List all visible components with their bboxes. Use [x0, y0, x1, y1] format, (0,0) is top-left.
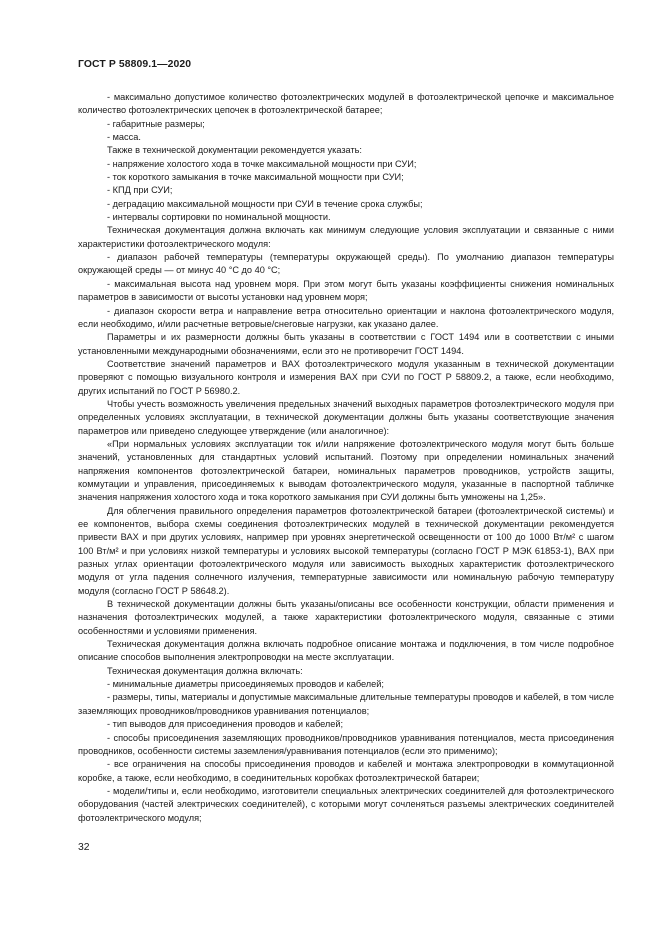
paragraph: - диапазон скорости ветра и направление ветра относительно ориентации и наклона фотоэлектрического модуля, если необходимо, и/или расчетные ветровые/снеговые нагрузки, как указано далее.: [78, 305, 614, 329]
paragraph: - деградацию максимальной мощности при СУИ в течение срока службы;: [107, 198, 423, 209]
paragraph: - габаритные размеры;: [107, 118, 205, 129]
paragraph: - КПД при СУИ;: [107, 185, 173, 196]
paragraph: Техническая документация должна включать как минимум следующие условия эксплуатации и связанные с ними характеристики фотоэлектрического модуля:: [78, 225, 614, 249]
paragraph: - модели/типы и, если необходимо, изготовители специальных электрических соединителей для фотоэлектрического оборудования (частей электрических соединителей), с которыми могут сочленяться разъемы электрических соединителей фотоэлектрического модуля;: [78, 785, 614, 823]
paragraph: - минимальные диаметры присоединяемых проводов и кабелей;: [107, 679, 384, 690]
paragraph: - интервалы сортировки по номинальной мощности.: [107, 212, 331, 223]
paragraph: - диапазон рабочей температуры (температуры окружающей среды). По умолчанию диапазон температуры окружающей среды — от минус 40 °С до 40 °С;: [78, 252, 614, 276]
paragraph: - напряжение холостого хода в точке максимальной мощности при СУИ;: [107, 158, 417, 169]
paragraph: - размеры, типы, материалы и допустимые максимальные длительные температуры проводов и кабелей, в том числе заземляющих проводников/проводников уравнивания потенциалов;: [78, 692, 614, 716]
paragraph: - масса.: [107, 132, 141, 143]
paragraph: - все ограничения на способы присоединения проводов и кабелей и монтажа электропроводки в коммутационной коробке, а также, если необходимо, в соединительных коробках фотоэлектрической батареи;: [78, 759, 614, 783]
paragraph: Техническая документация должна включать подробное описание монтажа и подключения, в том числе подробное описание способов выполнения электропроводки на месте эксплуатации.: [78, 639, 614, 663]
document-body: [78, 91, 614, 825]
paragraph: - ток короткого замыкания в точке максимальной мощности при СУИ;: [107, 172, 404, 183]
paragraph: - тип выводов для присоединения проводов и кабелей;: [107, 719, 344, 730]
paragraph: - максимально допустимое количество фотоэлектрических модулей в фотоэлектрической цепочке и максимальное количество фотоэлектрических цепочек в фотоэлектрической батарее;: [78, 92, 614, 116]
paragraph: «При нормальных условиях эксплуатации ток и/или напряжение фотоэлектрического модуля могут быть больше значений, установленных для стандартных условий испытаний. Поэтому при определении номинальных значений напряжения компонентов фотоэлектрической батареи, номинальных параметров проводников, устройств защиты, коммутации и управления, присоединяемых к выводам фотоэлектрического модуля, указанные в паспортной табличке значения напряжения холостого хода и тока короткого замыкания при СУИ должны быть умножены на 1,25».: [78, 438, 614, 503]
paragraph: Для облегчения правильного определения параметров фотоэлектрической батареи (фотоэлектрической системы) и ее компонентов, выбора схемы соединения фотоэлектрических модулей в технической документации рекомендуется привести ВАХ и при других условиях, например при уровнях энергетической освещенности от 100 до 1000 Вт/м² с шагом 100 Вт/м² и при условиях низкой температуры и условиях высокой температуры (согласно ГОСТ Р МЭК 61853-1), ВАХ при разных углах ориентации фотоэлектрического модуля или зависимость выходных характеристик фотоэлектрического модуля от угла падения солнечного излучения, температурные зависимости или номинальную рабочую температуру модуля (согласно ГОСТ Р 58648.2).: [78, 505, 614, 596]
paragraph: Также в технической документации рекомендуется указать:: [107, 145, 362, 156]
standard-header: ГОСТ Р 58809.1—2020: [78, 59, 192, 70]
paragraph: Соответствие значений параметров и ВАХ фотоэлектрического модуля указанным в технической документации проверяют с помощью визуального контроля и измерения ВАХ при СУИ по ГОСТ Р 58809.2, а также, если необходимо, других испытаний по ГОСТ Р 56980.2.: [78, 358, 614, 396]
paragraph: Чтобы учесть возможность увеличения предельных значений выходных параметров фотоэлектрического модуля при определенных условиях эксплуатации, в технической документации должны быть указаны соответствующие значения параметров или приведено следующее утверждение (или аналогичное):: [78, 398, 614, 436]
paragraph: Техническая документация должна включать:: [107, 665, 303, 676]
paragraph: - способы присоединения заземляющих проводников/проводников уравнивания потенциалов, места присоединения проводников, особенности системы заземления/уравнивания потенциалов (если это применимо);: [78, 732, 614, 756]
paragraph: - максимальная высота над уровнем моря. При этом могут быть указаны коэффициенты снижения номинальных параметров в зависимости от высоты установки над уровнем моря;: [78, 278, 614, 303]
paragraph: В технической документации должны быть указаны/описаны все особенности конструкции, области применения и назначения фотоэлектрических модулей, а также характеристики фотоэлектрического модуля, связанные с этими особенностями и условиями применения.: [78, 599, 614, 636]
page-number: 32: [78, 842, 90, 853]
paragraph: Параметры и их размерности должны быть указаны в соответствии с ГОСТ 1494 или в соответствии с иными установленными международными обозначениями, если это не противоречит ГОСТ 1494.: [78, 332, 614, 356]
